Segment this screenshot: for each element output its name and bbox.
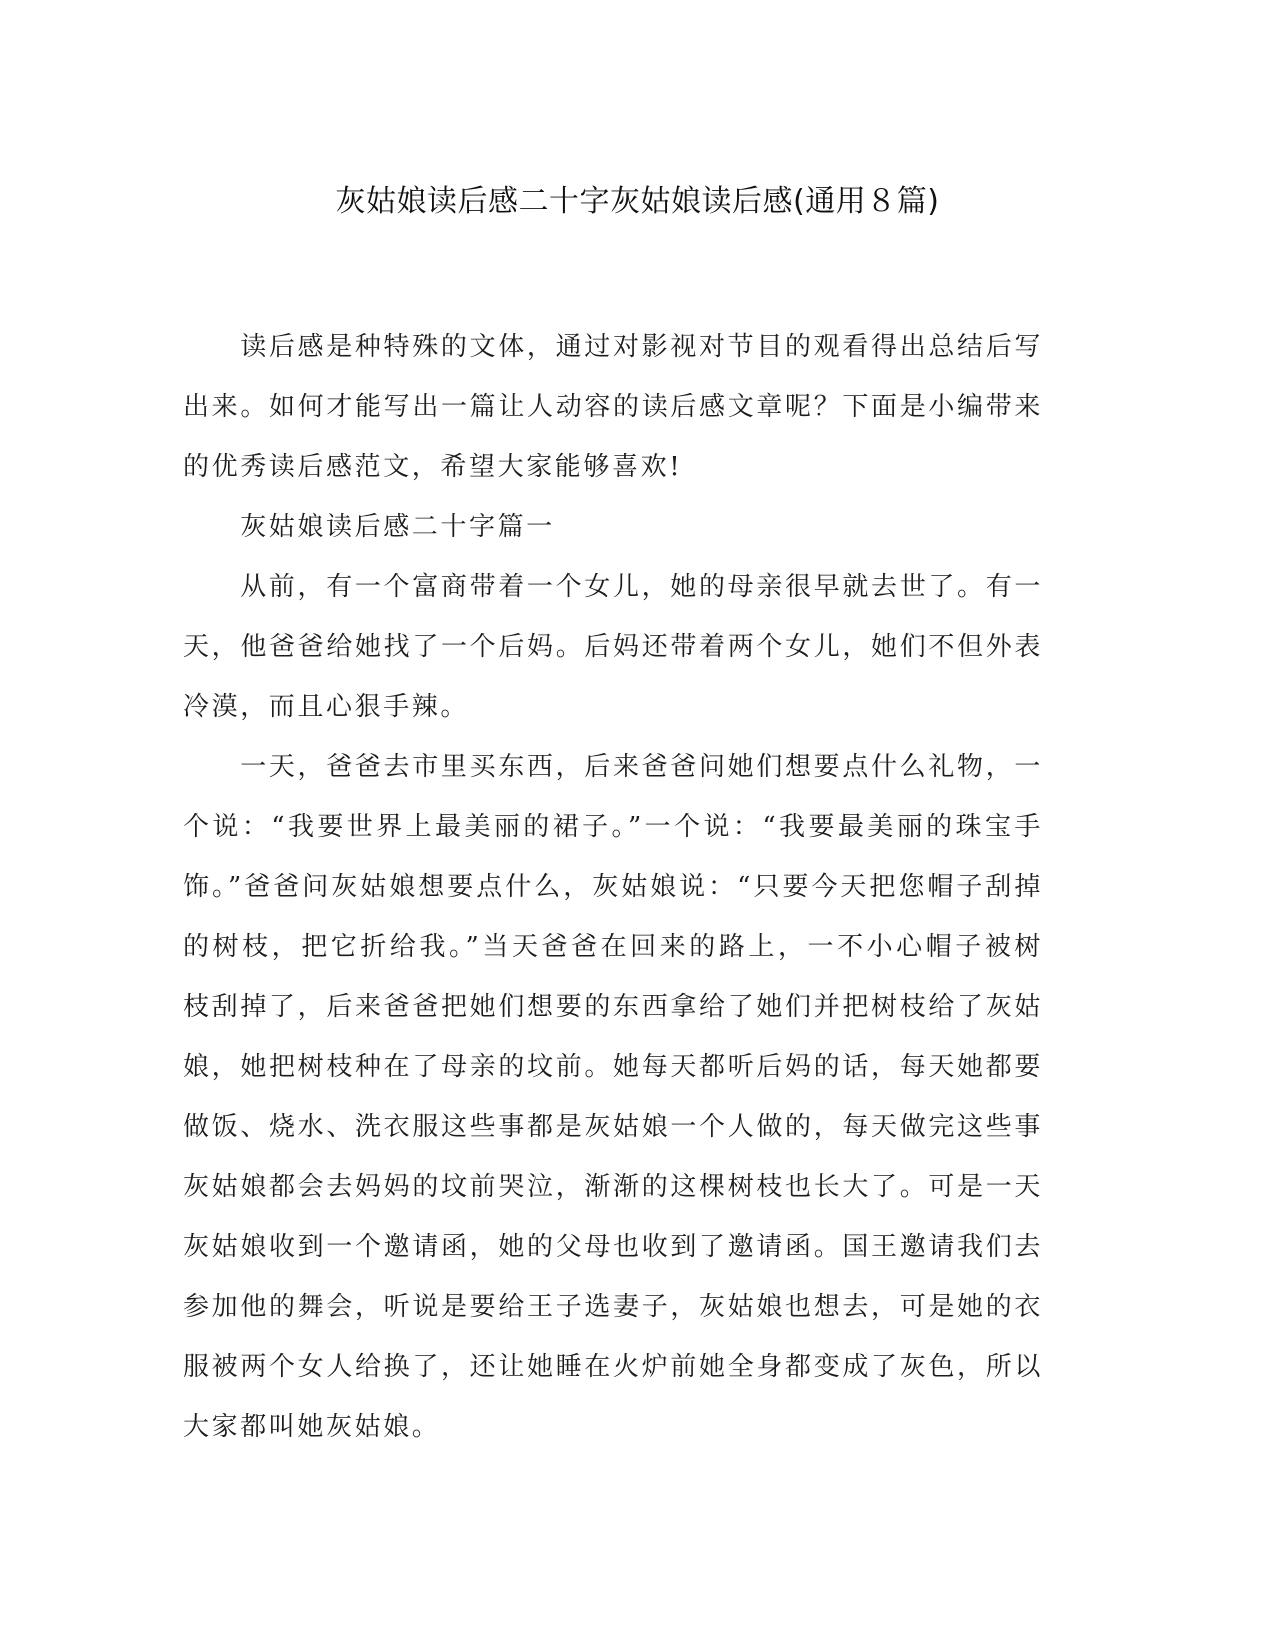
body-paragraph: 一天，爸爸去市里买东西，后来爸爸问她们想要点什么礼物，一个说：“我要世界上最美丽的裙子。”一个说：“我要最美丽的珠宝手饰。”爸爸问灰姑娘想要点什么，灰姑娘说：“只要今天把您帽子刮掉的树枝，把它折给我。”当天爸爸在回来的路上，一不小心帽子被树枝刮掉了，后来爸爸把她们想要的东西拿给了她们并把树枝给了灰姑娘，她把树枝种在了母亲的坟前。她每天都听后妈的话，每天她都要做饭、烧水、洗衣服这些事都是灰姑娘一个人做的，每天做完这些事灰姑娘都会去妈妈的坟前哭泣，渐渐的这棵树枝也长大了。可是一天灰姑娘收到一个邀请函，她的父母也收到了邀请函。国王邀请我们去参加他的舞会，听说是要给王子选妻子，灰姑娘也想去，可是她的衣服被两个女人给换了，还让她睡在火炉前她全身都变成了灰色，所以大家都叫她灰姑娘。 — [183, 752, 1043, 1442]
intro-paragraph: 读后感是种特殊的文体，通过对影视对节目的观看得出总结后写出来。如何才能写出一篇让人动容的读后感文章呢？下面是小编带来的优秀读后感范文，希望大家能够喜欢! — [183, 332, 1043, 482]
document-title: 灰姑娘读后感二十字灰姑娘读后感(通用８篇) — [335, 184, 940, 219]
document-body — [183, 317, 1043, 1457]
section-heading: 灰姑娘读后感二十字篇一 — [240, 512, 555, 542]
body-paragraph: 从前，有一个富商带着一个女儿，她的母亲很早就去世了。有一天，他爸爸给她找了一个后妈。后妈还带着两个女儿，她们不但外表冷漠，而且心狠手辣。 — [183, 572, 1043, 722]
